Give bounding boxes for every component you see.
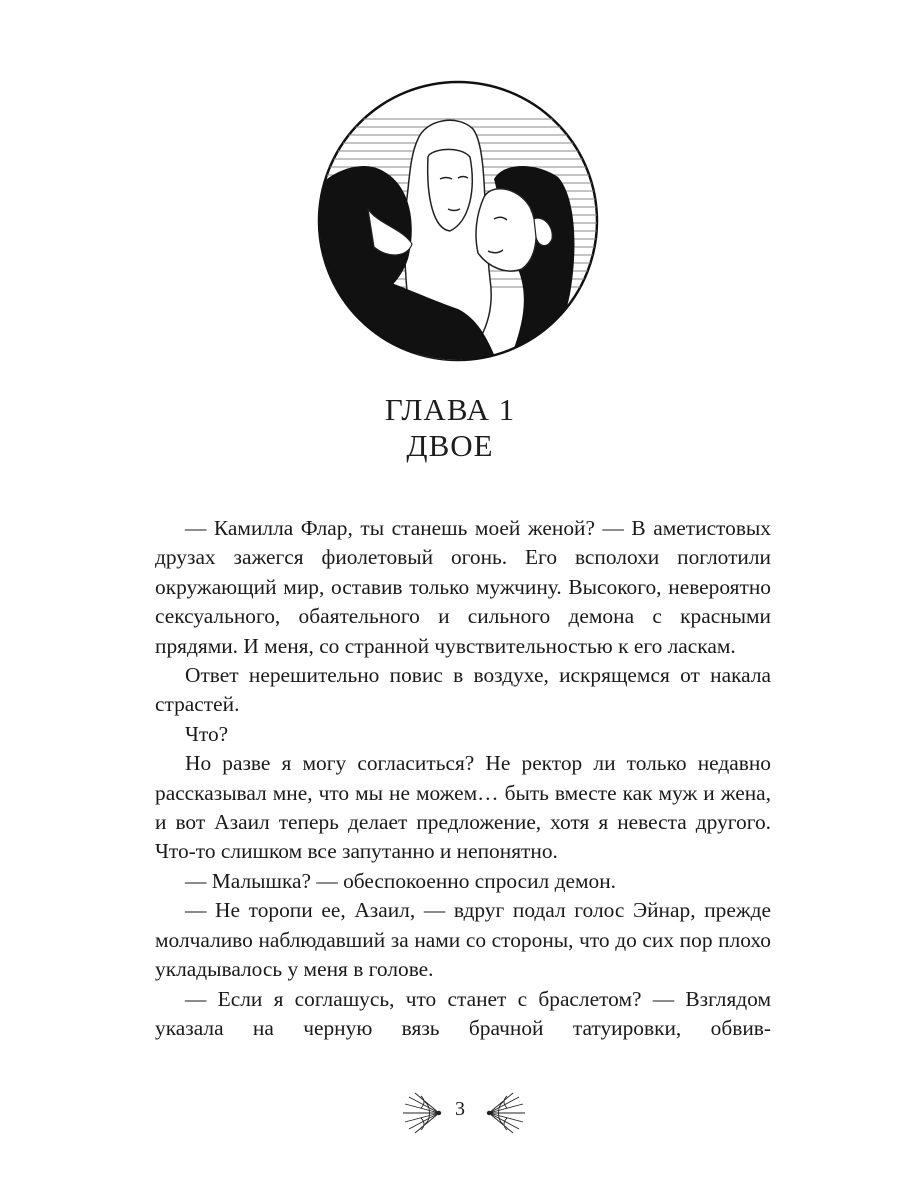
page-footer xyxy=(0,1088,900,1138)
chapter-body xyxy=(155,514,771,1043)
paragraph: — Малышка? — обеспокоенно спросил демон. xyxy=(185,868,616,893)
ornament-right-icon xyxy=(481,1090,527,1136)
chapter-title: ДВОЕ xyxy=(406,428,494,463)
paragraph: Что? xyxy=(185,721,229,746)
chapter-illustration xyxy=(308,79,608,364)
paragraph: — Если я соглашусь, что станет с браслетом? — Взглядом указала на черную вязь брачной татуировки, обвив- xyxy=(155,986,771,1040)
paragraph: Ответ нерешительно повис в воздухе, искрящемся от накала страстей. xyxy=(155,663,771,717)
chapter-number: ГЛАВА 1 xyxy=(384,392,516,427)
chapter-portrait-illustration xyxy=(308,79,608,364)
paragraph: — Не торопи ее, Азаил, — вдруг подал голос Эйнар, прежде молчаливо наблюдавший за нами со стороны, что до сих пор плохо укладывалось у меня в голове. xyxy=(155,898,771,982)
paragraph: Но разве я могу согласиться? Не ректор ли только недавно рассказывал мне, что мы не можем… быть вместе как муж и жена, и вот Азаил теперь делает предложение, хотя я невеста другого. Что-то слишком все запутанно и непонятно. xyxy=(155,751,771,864)
page-number: 3 xyxy=(455,1098,465,1120)
paragraph: — Камилла Флар, ты станешь моей женой? — В аметистовых друзах зажегся фиолетовый огонь. Его всполохи поглотили окружающий мир, оставив только мужчину. Высокого, невероятно сексуального, обаятельного и сильного демона с красными прядями. И меня, со странной чувствительностью к его ласкам. xyxy=(155,516,771,658)
